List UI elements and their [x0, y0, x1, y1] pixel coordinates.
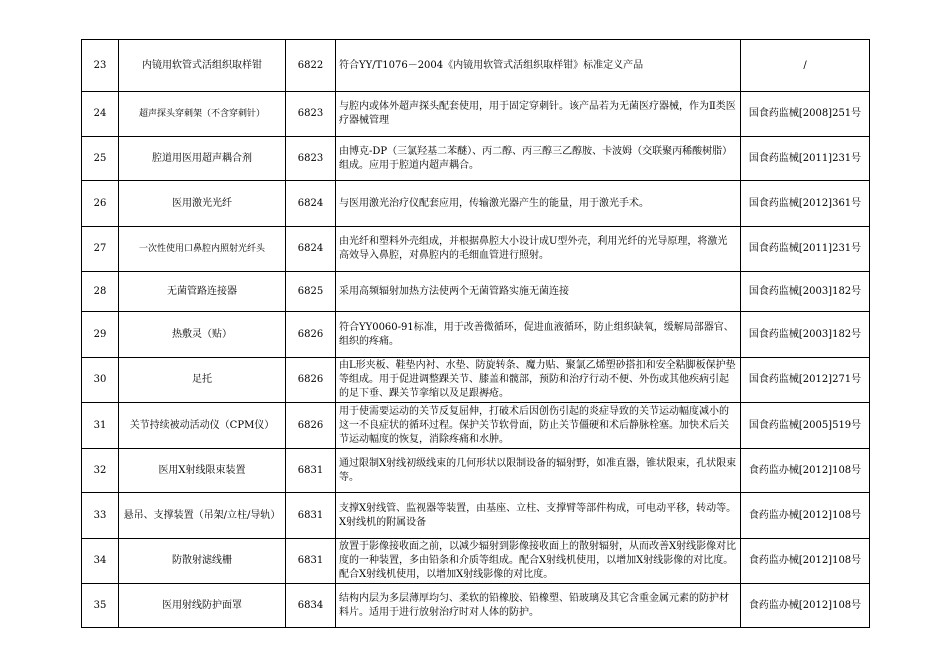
row-number: 31 [82, 403, 119, 449]
reference-document: 食药监办械[2012]108号 [741, 493, 870, 539]
category-code: 6834 [286, 584, 336, 628]
table-row [82, 92, 870, 137]
row-number: 34 [82, 539, 119, 584]
row-number: 24 [82, 92, 119, 137]
reference-document: 国食药监械[2003]182号 [741, 312, 870, 358]
table-row [82, 358, 870, 403]
reference-document: 国食药监械[2005]519号 [741, 403, 870, 449]
product-description: 由光纤和塑料外壳组成，并根据鼻腔大小设计成U型外壳，利用光纤的光导原理，将激光高效导入鼻腔，对鼻腔内的毛细血管进行照射。 [336, 227, 741, 272]
row-number: 30 [82, 358, 119, 403]
reference-document: 国食药监械[2012]361号 [741, 181, 870, 227]
category-code: 6823 [286, 92, 336, 137]
reference-document: 国食药监械[2008]251号 [741, 92, 870, 137]
product-description: 结构内层为多层薄厚均匀、柔软的铅橡胶、铅橡塑、铅玻璃及其它含重金属元素的防护材料片。适用于进行放射治疗时对人体的防护。 [336, 584, 741, 628]
product-description: 与医用激光治疗仪配套应用，传输激光器产生的能量，用于激光手术。 [336, 181, 741, 227]
table-row [82, 227, 870, 272]
row-number: 35 [82, 584, 119, 628]
category-code: 6826 [286, 358, 336, 403]
product-name: 超声探头穿刺架（不含穿刺针） [119, 92, 286, 137]
table-row [82, 40, 870, 92]
product-description: 与腔内或体外超声探头配套使用，用于固定穿刺针。该产品若为无菌医疗器械，作为Ⅱ类医疗器械管理 [336, 92, 741, 137]
table-row [82, 312, 870, 358]
product-name: 一次性使用口鼻腔内照射光纤头 [119, 227, 286, 272]
category-code: 6822 [286, 40, 336, 92]
reference-document: 国食药监械[2012]271号 [741, 358, 870, 403]
reference-document: 食药监办械[2012]108号 [741, 449, 870, 493]
table-row [82, 539, 870, 584]
product-name: 关节持续被动活动仪（CPM仪） [119, 403, 286, 449]
product-description: 采用高频辐射加热方法使两个无菌管路实施无菌连接 [336, 272, 741, 312]
row-number: 23 [82, 40, 119, 92]
reference-document: 食药监办械[2012]108号 [741, 539, 870, 584]
product-name: 防散射滤线栅 [119, 539, 286, 584]
product-name: 医用激光光纤 [119, 181, 286, 227]
reference-document: 国食药监械[2011]231号 [741, 137, 870, 181]
category-code: 6831 [286, 539, 336, 584]
reference-document: 国食药监械[2003]182号 [741, 272, 870, 312]
row-number: 33 [82, 493, 119, 539]
table-row [82, 403, 870, 449]
row-number: 32 [82, 449, 119, 493]
product-name: 医用X射线限束装置 [119, 449, 286, 493]
category-code: 6826 [286, 403, 336, 449]
row-number: 27 [82, 227, 119, 272]
table-row [82, 181, 870, 227]
product-name: 足托 [119, 358, 286, 403]
product-description: 用于使需要运动的关节反复屈伸，打破术后因创伤引起的炎症导致的关节运动幅度减小的这一不良症状的循环过程。保护关节软骨面，防止关节僵硬和术后静脉栓塞。加快术后关节运动幅度的恢复，消除疼痛和水肿。 [336, 403, 741, 449]
product-name: 悬吊、支撑装置（吊架/立柱/导轨） [119, 493, 286, 539]
product-name: 医用射线防护面罩 [119, 584, 286, 628]
table-row [82, 493, 870, 539]
device-catalog-table [81, 39, 870, 628]
category-code: 6826 [286, 312, 336, 358]
reference-document: / [741, 40, 870, 92]
category-code: 6831 [286, 493, 336, 539]
row-number: 28 [82, 272, 119, 312]
category-code: 6824 [286, 227, 336, 272]
product-description: 放置于影像接收面之前，以减少辐射到影像接收面上的散射辐射，从而改善X射线影像对比度的一种装置，多由铅条和介质等组成。配合X射线机使用，以增加X射线影像的对比度。配合X射线机使用，以增加X射线影像的对比度。 [336, 539, 741, 584]
row-number: 25 [82, 137, 119, 181]
reference-document: 国食药监械[2011]231号 [741, 227, 870, 272]
category-code: 6824 [286, 181, 336, 227]
product-name: 无菌管路连接器 [119, 272, 286, 312]
row-number: 26 [82, 181, 119, 227]
category-code: 6825 [286, 272, 336, 312]
table-row [82, 137, 870, 181]
product-description: 通过限制X射线初级线束的几何形状以限制设备的辐射野，如准直器，锥状限束，孔状限束等。 [336, 449, 741, 493]
product-description: 由L形夹板、鞋垫内衬、水垫、防旋转条、魔力贴、聚氯乙烯塑砂搭扣和安全粘脚板保护垫等组成。用于促进调整踝关节、膝盖和髋部，预防和治疗行动不便、外伤或其他疾病引起的足下垂、踝关节挛缩以及足跟褥疮。 [336, 358, 741, 403]
reference-document: 食药监办械[2012]108号 [741, 584, 870, 628]
product-description: 符合YY/T1076－2004《内镜用软管式活组织取样钳》标准定义产品 [336, 40, 741, 92]
category-code: 6823 [286, 137, 336, 181]
product-name: 热敷灵（贴） [119, 312, 286, 358]
product-description: 符合YY0060-91标准，用于改善微循环，促进血液循环，防止组织缺氧，缓解局部器官、组织的疼痛。 [336, 312, 741, 358]
table-row [82, 449, 870, 493]
product-description: 由博克-DP（三氯羟基二苯醚）、丙二醇、丙三醇三乙醇胺、卡波姆（交联聚丙稀酸树脂）组成。应用于腔道内超声耦合。 [336, 137, 741, 181]
row-number: 29 [82, 312, 119, 358]
category-code: 6831 [286, 449, 336, 493]
table-row [82, 272, 870, 312]
table-row [82, 584, 870, 628]
product-name: 内镜用软管式活组织取样钳 [119, 40, 286, 92]
product-description: 支撑X射线管、监视器等装置，由基座、立柱、支撑臂等部件构成，可电动平移，转动等。X射线机的附属设备 [336, 493, 741, 539]
product-name: 腔道用医用超声耦合剂 [119, 137, 286, 181]
